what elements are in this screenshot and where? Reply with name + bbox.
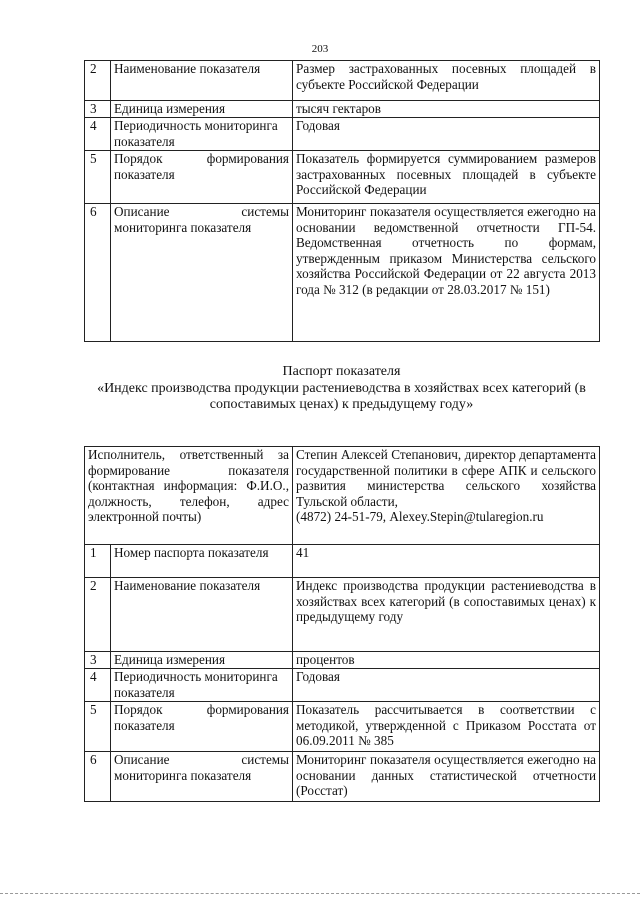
table-row [85,204,600,342]
row-label: Единица измерения [111,101,293,118]
row-label: Периодичность мониторинга показателя [111,118,293,151]
row-number: 2 [85,578,111,652]
table-row [85,652,600,669]
row-number: 3 [85,101,111,118]
row-number: 2 [85,61,111,101]
row-value: Мониторинг показателя осуществляется ежегодно на основании ведомственной отчетности ГП-54. Ведомственная отчетность по формам, утвержденным приказом Министерства сельского хозяйства Российской Федерации от 22 августа 2013 года № 312 (в редакции от 28.03.2017 № 151) [293,204,600,342]
executor-contact: (4872) 24-51-79, Alexey.Stepin@tularegion.ru [296,509,544,525]
table-row [85,669,600,702]
row-label: Описание системы мониторинга показателя [111,752,293,802]
row-label: Порядок формирования показателя [111,151,293,204]
table-row [85,752,600,802]
row-number: 6 [85,204,111,342]
row-number: 4 [85,118,111,151]
executor-value: Степин Алексей Степанович, директор департамента государственной политики в сфере АПК и сельского развития министерства сельского хозяйства Тульской области, [296,447,596,509]
row-value: процентов [293,652,600,669]
row-number: 4 [85,669,111,702]
passport-subtitle: «Индекс производства продукции растениеводства в хозяйствах всех категорий (в сопоставимых ценах) к предыдущему году» [97,380,586,412]
table-row [85,545,600,578]
row-value: Мониторинг показателя осуществляется ежегодно на основании данных статистической отчетности (Росстат) [293,752,600,802]
row-value: Показатель рассчитывается в соответствии с методикой, утвержденной с Приказом Росстата от 06.09.2011 № 385 [293,702,600,752]
table-row [85,118,600,151]
table-row [85,702,600,752]
row-number: 1 [85,545,111,578]
row-label: Номер паспорта показателя [111,545,293,578]
row-number: 5 [85,151,111,204]
indicator-passport-table [84,446,600,802]
table-row [85,578,600,652]
executor-cell [293,447,600,545]
row-label: Описание системы мониторинга показателя [111,204,293,342]
row-value: Размер застрахованных посевных площадей в субъекте Российской Федерации [293,61,600,101]
table-row [85,447,600,545]
row-value: тысяч гектаров [293,101,600,118]
row-value: Индекс производства продукции растениеводства в хозяйствах всех категорий (в сопоставимых ценах) к предыдущему году [293,578,600,652]
row-label: Единица измерения [111,652,293,669]
page-bottom-divider [0,893,640,894]
row-number: 6 [85,752,111,802]
row-label: Наименование показателя [111,61,293,101]
row-label: Периодичность мониторинга показателя [111,669,293,702]
row-value: Показатель формируется суммированием размеров застрахованных посевных площадей в субъекте Российской Федерации [293,151,600,204]
row-label: Наименование показателя [111,578,293,652]
executor-label: Исполнитель, ответственный за формирование показателя (контактная информация: Ф.И.О., должность, телефон, адрес электронной почты) [85,447,293,545]
page-number: 203 [311,43,329,55]
passport-heading [84,364,599,414]
indicator-table-continued [84,60,600,342]
row-value: Годовая [293,669,600,702]
row-label: Порядок формирования показателя [111,702,293,752]
row-value: Годовая [293,118,600,151]
passport-title: Паспорт показателя [282,364,401,379]
row-number: 3 [85,652,111,669]
row-number: 5 [85,702,111,752]
table-row [85,151,600,204]
row-value: 41 [293,545,600,578]
table-row [85,101,600,118]
table-row [85,61,600,101]
